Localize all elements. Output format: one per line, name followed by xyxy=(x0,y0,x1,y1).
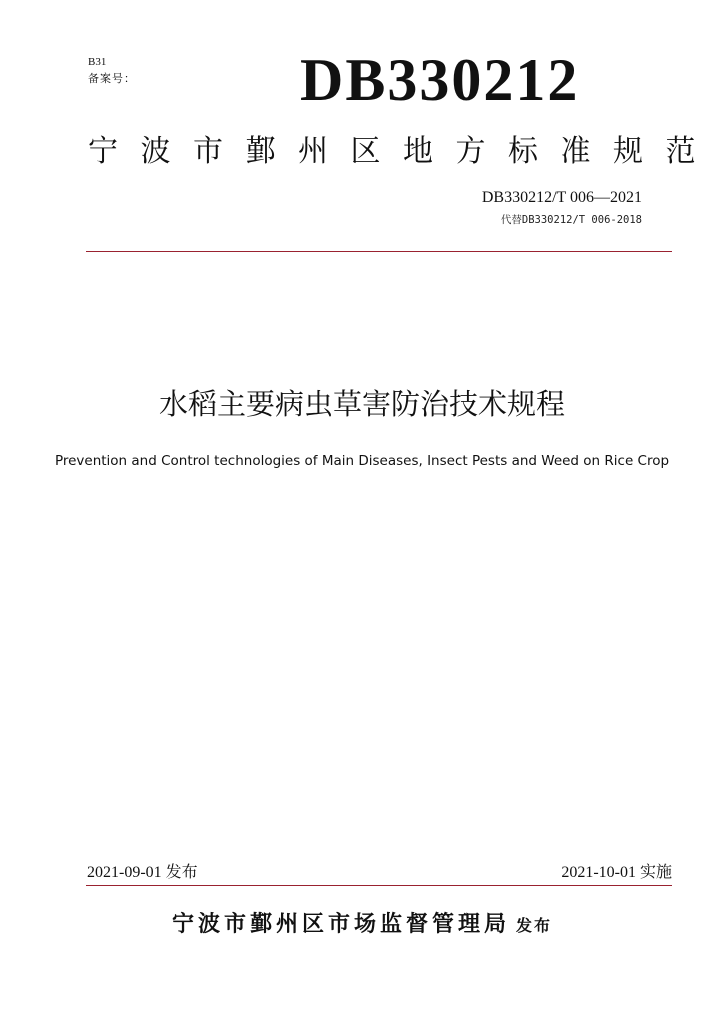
issued-suffix: 发布 xyxy=(516,916,553,935)
implementation-date: 2021-10-01 实施 xyxy=(561,864,672,881)
standard-code: DB330212 xyxy=(300,47,580,113)
issue-date: 2021-09-01 发布 xyxy=(87,864,198,881)
replaces-standard: 代替DB330212/T 006-2018 xyxy=(500,214,642,226)
bottom-divider xyxy=(86,885,672,886)
document-title-chinese: 水稻主要病虫草害防治技术规程 xyxy=(158,387,565,421)
issuer-line xyxy=(0,908,724,943)
standard-type-heading: 宁波市鄞州区地方标准规范 xyxy=(88,134,718,169)
standard-number: DB330212/T 006—2021 xyxy=(481,189,642,206)
top-divider xyxy=(86,251,672,252)
issuing-authority: 宁波市鄞州区市场监督管理局 xyxy=(171,912,510,937)
document-title-english: Prevention and Control technologies of Main Diseases, Insect Pests and Weed on Rice Crop xyxy=(54,453,670,469)
filing-number-label: 备案号： xyxy=(88,72,136,85)
classification-code: B31 xyxy=(88,56,107,68)
